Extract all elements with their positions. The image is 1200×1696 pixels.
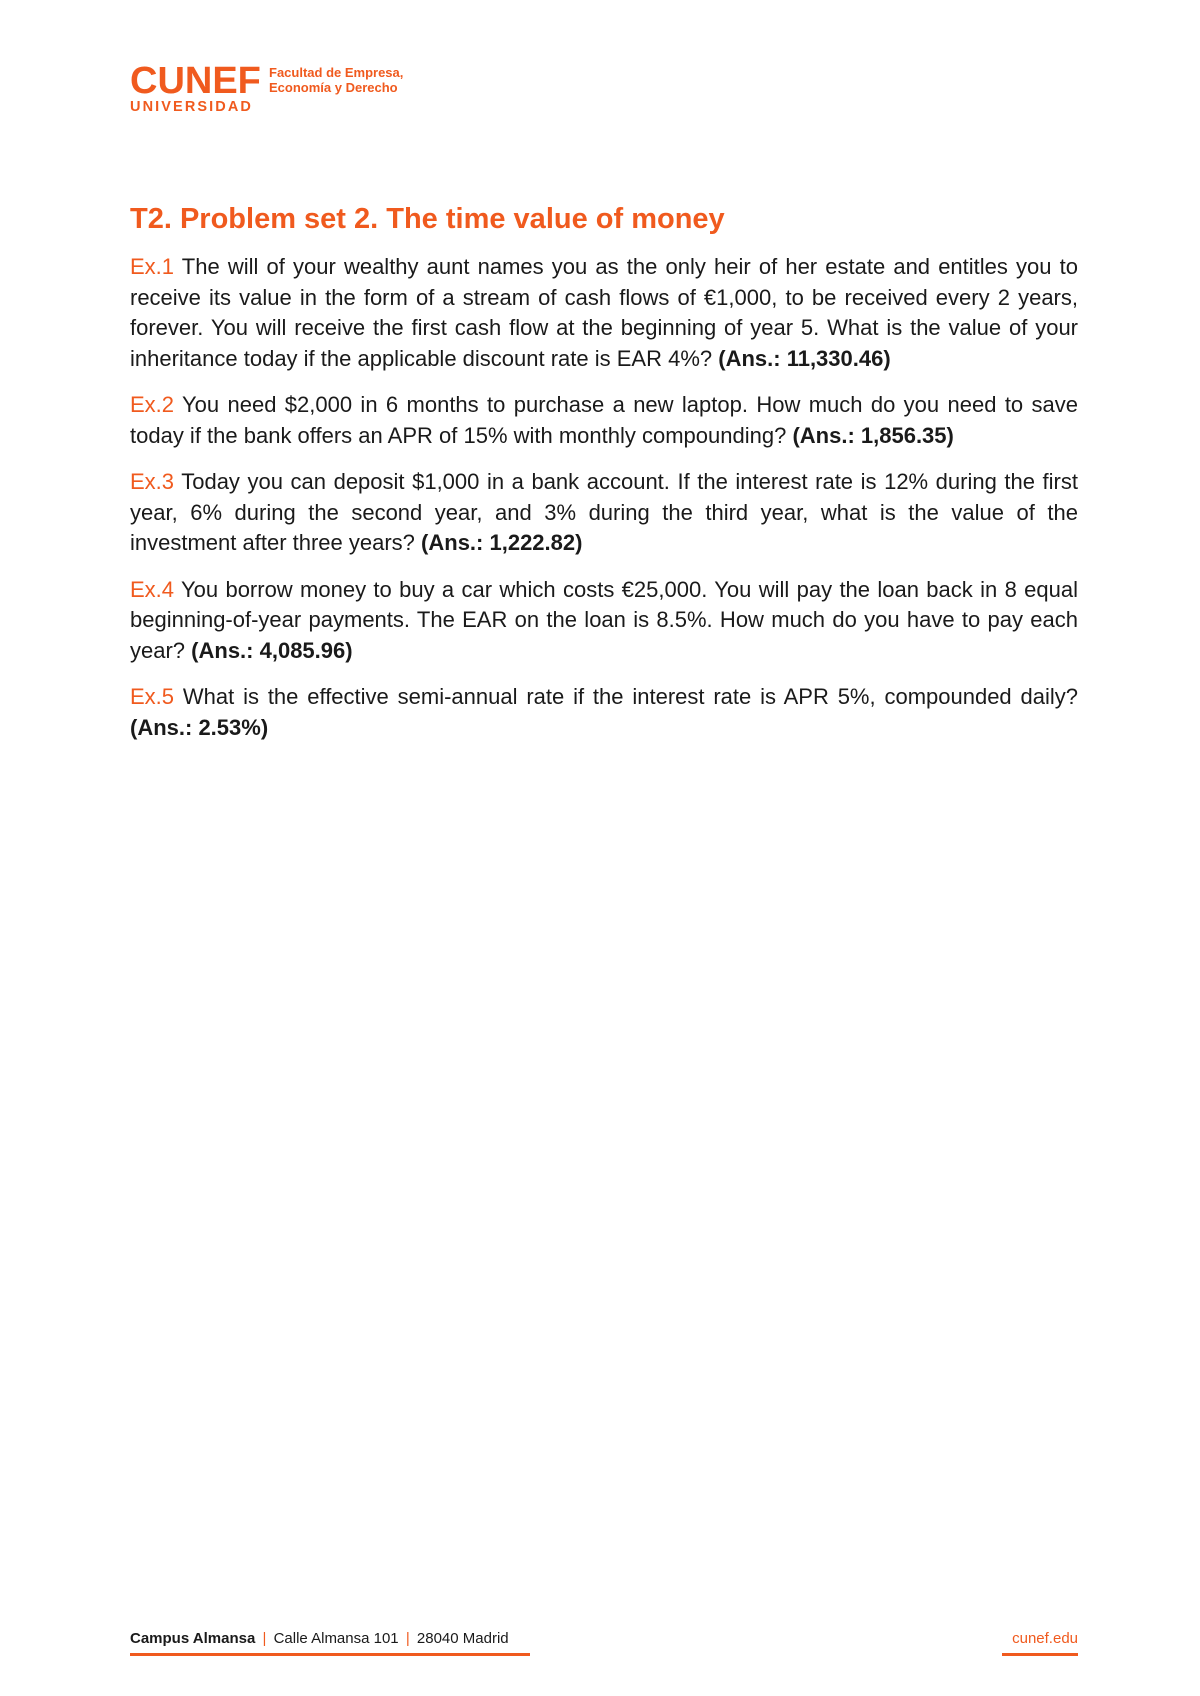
footer-street: Calle Almansa 101	[273, 1630, 399, 1647]
exercise-answer: (Ans.: 2.53%)	[130, 714, 269, 740]
document-title: T2. Problem set 2. The time value of money	[130, 203, 725, 235]
footer-postal-city: 28040 Madrid	[416, 1630, 509, 1647]
exercise-answer: (Ans.: 1,856.35)	[792, 422, 954, 448]
exercise-text: What is the effective semi-annual rate if the interest rate is APR 5%, compounded daily?	[182, 684, 1078, 709]
logo-subtitle: UNIVERSIDAD	[130, 99, 253, 115]
exercise-label: Ex.5	[130, 684, 175, 709]
page-footer	[130, 1629, 1078, 1659]
logo-faculty	[269, 65, 403, 95]
exercise-3	[130, 467, 1078, 559]
faculty-line-1: Facultad de Empresa,	[269, 65, 404, 80]
exercise-answer: (Ans.: 11,330.46)	[718, 345, 891, 371]
document-body	[130, 201, 1078, 759]
footer-address	[130, 1629, 530, 1656]
cunef-logo	[130, 62, 430, 118]
footer-website-link[interactable]: cunef.edu	[1002, 1629, 1078, 1656]
exercise-answer: (Ans.: 4,085.96)	[191, 637, 353, 663]
exercise-text: You need $2,000 in 6 months to purchase a new laptop. How much do you need to save today if the bank offers an APR of 15% with monthly compounding?	[130, 392, 1078, 448]
footer-separator: |	[262, 1630, 267, 1647]
exercise-2	[130, 390, 1078, 451]
exercise-label: Ex.4	[130, 576, 175, 602]
exercise-4	[130, 575, 1078, 667]
exercise-label: Ex.2	[130, 392, 175, 417]
exercise-5	[130, 682, 1078, 743]
faculty-line-2: Economía y Derecho	[269, 80, 398, 95]
footer-campus: Campus Almansa	[130, 1630, 256, 1647]
exercise-text: The will of your wealthy aunt names you as the only heir of her estate and entitles you to receive its value in the form of a stream of cash flows of €1,000, to be received every 2 years, forever. You will receive the first cash flow at the beginning of year 5. What is the value of your inheritance today if the applicable discount rate is EAR 4%?	[130, 254, 1078, 371]
exercise-label: Ex.3	[130, 469, 175, 494]
logo-wordmark: CUNEF	[130, 60, 261, 102]
exercise-text: Today you can deposit $1,000 in a bank account. If the interest rate is 12% during the first year, 6% during the second year, and 3% during the third year, what is the value of the investment after three years?	[130, 469, 1079, 555]
exercise-text: You borrow money to buy a car which costs €25,000. You will pay the loan back in 8 equal beginning-of-year payments. The EAR on the loan is 8.5%. How much do you have to pay each year?	[130, 576, 1078, 663]
exercise-1	[130, 252, 1078, 374]
exercise-label: Ex.1	[130, 254, 175, 279]
footer-separator: |	[405, 1630, 410, 1647]
exercise-answer: (Ans.: 1,222.82)	[421, 530, 583, 555]
